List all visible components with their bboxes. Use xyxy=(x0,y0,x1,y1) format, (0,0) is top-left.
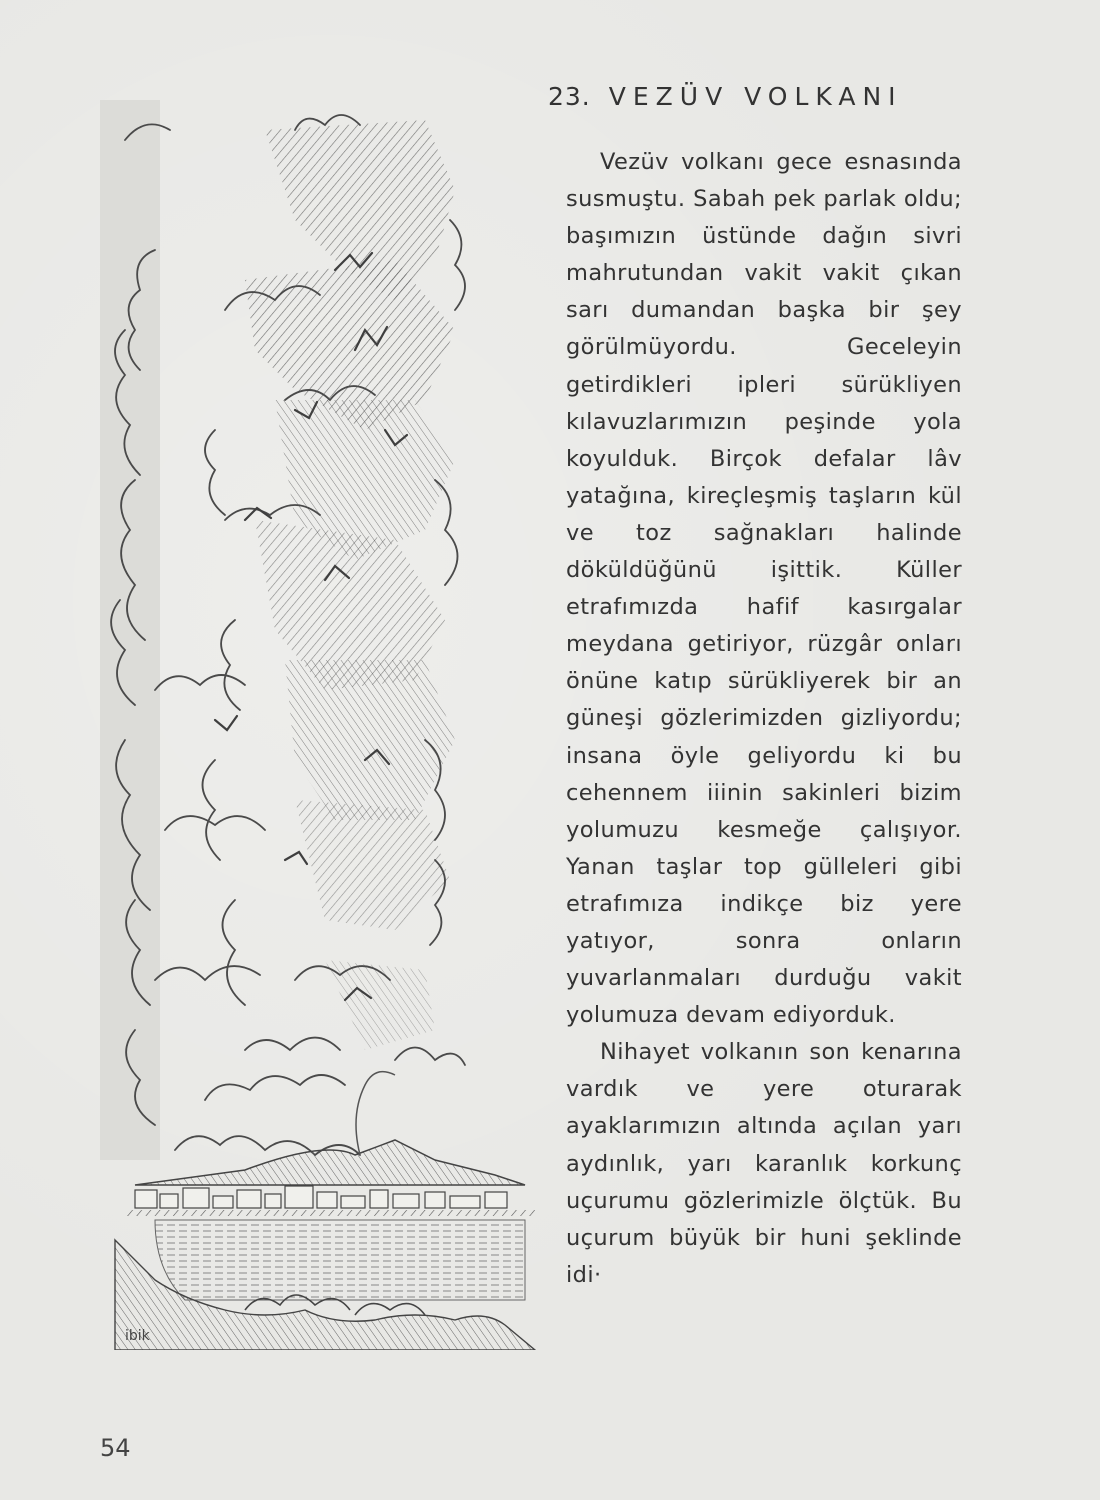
chapter-title: VEZÜV VOLKANI xyxy=(608,82,903,111)
page-number: 54 xyxy=(100,1434,131,1462)
artist-signature: ibik xyxy=(125,1328,150,1344)
paragraph-1: Vezüv volkanı gece esnasında susmuştu. Sabah pek parlak oldu; başımızın üstünde dağın sivri mahrutundan vakit vakit çıkan sarı dumandan başka bir şey görülmüyordu. Geceleyin getirdikleri ipleri sürükliyen kılavuzlarımızın peşinde yola koyulduk. Birçok defalar lâv yatağına, kireçleşmiş taşların kül ve toz sağnakları halinde döküldüğünü işittik. Küller etrafımızda hafif kasırgalar meydana getiriyor, rüzgâr onları önüne katıp sürükliyerek bir an güneşi gözlerimizden gizliyordu; insana öyle geliyordu ki bu cehennem iiinin sakinleri bizim yolumuzu kesmeğe çalışıyor. Yanan taşlar top gülleleri gibi etrafımıza indikçe biz yere yatıyor, sonra onların yuvarlanmaları durduğu vakit yolumuza devam ediyorduk. xyxy=(566,149,962,1029)
body-text xyxy=(566,144,962,1294)
paragraph-2: Nihayet volkanın son kenarına vardık ve yere oturarak ayaklarımızın altında açılan yarı aydınlık, yarı karanlık korkunç uçurumu gözlerimizle ölçtük. Bu uçurum büyük bir huni şeklinde idi· xyxy=(566,1039,962,1288)
volcano-eruption-illustration xyxy=(95,100,545,1350)
chapter-heading xyxy=(548,82,903,111)
chapter-number: 23. xyxy=(548,82,591,111)
